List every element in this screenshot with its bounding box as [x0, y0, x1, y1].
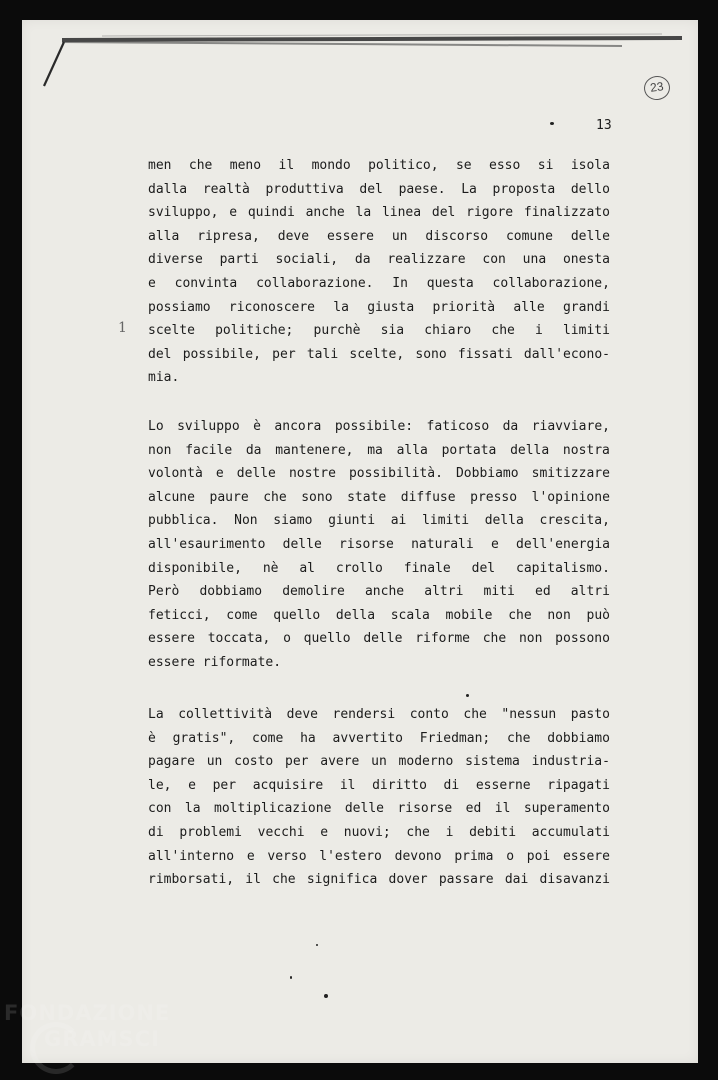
text-line — [148, 415, 610, 439]
word: del — [471, 560, 496, 576]
word: alla — [396, 442, 428, 458]
word: si — [537, 158, 554, 173]
word: riforme — [415, 631, 470, 647]
word: come — [252, 730, 284, 746]
word: pagare — [148, 754, 195, 770]
text-line — [148, 248, 610, 272]
word: presso — [470, 489, 518, 505]
word: al — [299, 560, 316, 576]
paragraph-1 — [148, 154, 610, 390]
word: riconoscere — [228, 299, 315, 315]
word: la — [355, 205, 372, 221]
word: giunti — [328, 513, 376, 529]
text-line — [148, 627, 610, 651]
word: onesta — [562, 252, 610, 268]
ink-speck — [550, 122, 554, 125]
word: poi — [526, 848, 551, 864]
word: linea — [381, 205, 422, 221]
word: limiti — [422, 513, 470, 529]
text-line — [148, 604, 610, 628]
word: l'opinione — [531, 489, 610, 505]
word: e — [148, 275, 156, 291]
word: mantenere, — [275, 442, 354, 458]
paragraph-2 — [148, 415, 610, 675]
word: ha — [300, 730, 316, 746]
word: demolire — [282, 584, 345, 600]
text-line — [148, 821, 610, 845]
word: "nessun — [501, 707, 557, 722]
word: sistema — [465, 754, 520, 770]
word: all'esaurimento — [148, 536, 266, 552]
word: la — [184, 801, 201, 817]
word: quello — [273, 607, 321, 623]
word: di — [148, 824, 164, 840]
word: che — [508, 607, 532, 623]
text-line — [148, 343, 610, 367]
word: non — [518, 631, 543, 647]
word: tali — [306, 346, 339, 362]
word: state — [347, 489, 387, 505]
word: deve — [277, 228, 310, 244]
word: della — [484, 513, 524, 529]
word: una — [522, 252, 547, 268]
word: delle — [570, 228, 610, 244]
text-line — [148, 845, 610, 869]
word: delle — [282, 536, 322, 552]
word: dover — [388, 872, 428, 888]
word: politiche; — [215, 323, 294, 339]
word: o — [506, 848, 515, 864]
word: dalla — [148, 181, 188, 197]
word: conto — [409, 707, 449, 722]
word: essere — [148, 631, 195, 647]
word: il — [494, 801, 511, 817]
word: che — [491, 323, 515, 339]
word: La — [461, 181, 477, 197]
text-line — [148, 439, 610, 463]
word: sociali, — [275, 252, 339, 268]
word: scelte, — [349, 346, 405, 362]
word: crescita, — [539, 513, 610, 529]
text-line — [148, 797, 610, 821]
watermark-g-icon — [30, 1022, 82, 1074]
word: alle — [513, 299, 545, 315]
word: proposta — [492, 181, 556, 197]
word: produttiva — [265, 181, 344, 197]
word: nuovi; — [343, 824, 391, 840]
word: riavviare, — [531, 419, 610, 434]
word: con — [482, 252, 506, 268]
word: delle — [344, 801, 384, 817]
word: con — [148, 801, 172, 817]
word: vecchi — [257, 824, 305, 840]
word: alcune — [148, 489, 195, 505]
word: anche — [364, 584, 405, 600]
word: possono — [555, 631, 610, 647]
word: dall'econo- — [523, 346, 610, 362]
word: ma — [367, 442, 383, 458]
word: e — [246, 848, 255, 864]
word: e — [320, 824, 329, 840]
document-page — [22, 20, 698, 1063]
word: nostra — [562, 442, 610, 458]
word: di — [443, 777, 460, 793]
word: la — [333, 299, 349, 315]
word: scala — [390, 607, 430, 623]
word: che — [482, 631, 507, 647]
word: accumulati — [531, 824, 610, 840]
word: dobbiamo — [547, 730, 610, 746]
word: acquisire — [252, 777, 324, 793]
word: da — [502, 419, 519, 434]
word: diverse — [148, 252, 203, 268]
word: il — [278, 158, 295, 173]
word: sia — [380, 323, 405, 339]
word: essere — [562, 848, 610, 864]
word: o — [283, 631, 291, 647]
word: sviluppo, — [148, 205, 219, 221]
word: avere — [320, 754, 360, 770]
word: possibile: — [334, 419, 414, 434]
word: collaborazione, — [492, 275, 610, 291]
word: scelte — [148, 323, 195, 339]
ink-speck — [316, 944, 318, 946]
word: e — [188, 777, 196, 793]
word: faticoso — [426, 419, 490, 434]
word: sono — [301, 489, 333, 505]
word: l'estero — [319, 848, 382, 864]
word: giusta — [367, 299, 415, 315]
word: altri — [570, 584, 610, 600]
word: dello — [570, 181, 610, 197]
word: ed — [535, 584, 551, 600]
word: diritto — [372, 777, 427, 793]
word: disavanzi — [539, 872, 610, 888]
text-line — [148, 750, 610, 774]
word: che — [463, 707, 487, 722]
word: discorso — [425, 228, 489, 244]
word: e — [229, 205, 238, 221]
word: da — [354, 252, 371, 268]
word: ripagati — [547, 777, 610, 793]
word: e — [490, 536, 499, 552]
word: moderno — [398, 754, 454, 770]
word: rendersi — [332, 707, 396, 722]
text-line — [148, 296, 610, 320]
fondazione-gramsci-watermark — [4, 1000, 170, 1052]
word: paese. — [398, 181, 446, 197]
word: pasto — [570, 707, 610, 722]
word: è — [148, 730, 156, 746]
word: alla — [148, 228, 180, 244]
word: se — [455, 158, 472, 173]
word: problemi — [179, 824, 242, 840]
word: altri — [424, 584, 464, 600]
word: possibilità. — [348, 466, 443, 482]
word: verso — [267, 848, 307, 864]
word: finale — [403, 560, 451, 576]
word: In — [392, 275, 408, 291]
word: naturali — [411, 536, 474, 552]
word: nè — [262, 560, 279, 576]
word: delle — [363, 631, 403, 647]
word: rigore — [466, 205, 514, 221]
scan-edge-stroke — [22, 20, 698, 100]
word: avvertito — [332, 730, 403, 746]
text-line — [148, 462, 610, 486]
word: meno — [229, 158, 262, 173]
word: esserne — [475, 777, 531, 793]
text-line — [148, 509, 610, 533]
word: che — [406, 824, 430, 840]
word: essere — [326, 228, 374, 244]
word: e — [215, 466, 224, 482]
word: paure — [209, 489, 249, 505]
word: da — [245, 442, 262, 458]
word: devono — [394, 848, 442, 864]
word: mondo — [311, 158, 351, 173]
text-line — [148, 225, 610, 249]
word: miti — [483, 584, 515, 600]
word: La — [148, 707, 164, 722]
word: significa — [306, 872, 378, 888]
word: Però — [148, 584, 180, 600]
word: Dobbiamo — [455, 466, 519, 482]
word: Non — [234, 513, 258, 529]
word: per — [212, 777, 237, 793]
word: realtà — [202, 181, 250, 197]
word: della — [335, 607, 376, 623]
word: all'interno — [148, 848, 235, 864]
text-line — [148, 703, 610, 727]
text-line — [148, 580, 610, 604]
word: della — [510, 442, 550, 458]
word: sviluppo — [177, 419, 240, 434]
text-line: essere riformate. — [148, 654, 282, 670]
word: che — [507, 730, 531, 746]
word: il — [245, 872, 261, 888]
word: smitizzare — [531, 466, 610, 482]
word: i — [445, 824, 454, 840]
word: comune — [505, 228, 553, 244]
word: sono — [415, 346, 447, 362]
word: è — [253, 419, 261, 434]
word: limiti — [562, 323, 610, 339]
word: risorse — [397, 801, 453, 817]
word: quello — [303, 631, 351, 647]
text-line — [148, 727, 610, 751]
word: chiaro — [424, 323, 472, 339]
word: Friedman; — [419, 730, 491, 746]
word: collaborazione. — [256, 275, 374, 291]
word: finalizzato — [523, 205, 610, 221]
word: che — [272, 872, 296, 888]
word: anche — [305, 205, 345, 221]
word: ed — [465, 801, 482, 817]
word: i — [535, 323, 543, 339]
word: del — [359, 181, 383, 197]
word: dell'energia — [516, 536, 610, 552]
word: del — [148, 346, 172, 362]
word: per — [272, 346, 296, 362]
ink-speck — [324, 994, 328, 998]
word: le, — [148, 777, 172, 793]
text-line — [148, 868, 610, 892]
word: che — [263, 489, 287, 505]
word: passare — [438, 872, 494, 888]
archive-number-mark: 23 — [642, 74, 671, 101]
word: moltiplicazione — [214, 801, 332, 817]
text-line — [148, 272, 610, 296]
word: come — [226, 607, 258, 623]
word: convinta — [174, 275, 238, 291]
paragraph-3 — [148, 703, 610, 892]
word: dobbiamo — [199, 584, 263, 600]
word: diffuse — [400, 489, 456, 505]
text-line — [148, 201, 610, 225]
word: feticci, — [148, 607, 211, 623]
word: purchè — [313, 323, 361, 339]
word: parti — [219, 252, 259, 268]
word: isola — [570, 158, 610, 173]
word: non — [547, 607, 571, 623]
word: gratis", — [172, 730, 236, 746]
text-line — [148, 178, 610, 202]
word: prima — [454, 848, 494, 864]
word: risorse — [339, 536, 394, 552]
text-line — [148, 533, 610, 557]
word: deve — [286, 707, 318, 722]
word: collettività — [178, 707, 273, 722]
word: superamento — [523, 801, 610, 817]
word: portata — [441, 442, 497, 458]
word: debiti — [469, 824, 517, 840]
word: grandi — [562, 299, 610, 315]
word: volontà — [148, 466, 203, 482]
word: per — [285, 754, 309, 770]
word: capitalismo. — [516, 560, 610, 576]
word: il — [339, 777, 356, 793]
word: Lo — [148, 419, 164, 434]
word: nostre — [288, 466, 336, 482]
watermark-line-1: FONDAZIONE — [4, 1001, 171, 1025]
watermark-line-2: GRAMSCI — [44, 1027, 160, 1051]
word: costo — [234, 754, 274, 770]
word: del — [431, 205, 456, 221]
word: dai — [504, 872, 529, 888]
word: esso — [489, 158, 521, 173]
text-line — [148, 319, 610, 343]
ink-speck — [466, 694, 469, 697]
word: mobile — [445, 607, 493, 623]
word: un — [206, 754, 223, 770]
ink-speck — [290, 976, 292, 979]
word: delle — [236, 466, 276, 482]
word: un — [391, 228, 408, 244]
word: facile — [185, 442, 233, 458]
word: ripresa, — [197, 228, 260, 244]
text-line — [148, 154, 610, 178]
word: toccata, — [207, 631, 271, 647]
word: realizzare — [387, 252, 466, 268]
text-line — [148, 486, 610, 510]
text-line — [148, 557, 610, 581]
word: crollo — [335, 560, 383, 576]
word: questa — [426, 275, 474, 291]
word: che — [188, 158, 213, 173]
word: possibile, — [182, 346, 261, 362]
word: quindi — [247, 205, 295, 221]
word: ancora — [274, 419, 322, 434]
word: può — [586, 607, 610, 623]
word: possiamo — [148, 299, 211, 315]
word: non — [148, 442, 172, 458]
word: priorità — [432, 299, 496, 315]
word: siamo — [273, 513, 313, 529]
word: ai — [390, 513, 407, 529]
word: politico, — [368, 158, 439, 173]
word: disponibile, — [148, 560, 242, 576]
text-line: mia. — [148, 370, 180, 386]
margin-note: 1 — [118, 320, 127, 336]
word: fissati — [457, 346, 513, 362]
word: industria- — [531, 754, 610, 770]
word: rimborsati, — [148, 872, 235, 888]
word: men — [148, 158, 172, 173]
word: pubblica. — [148, 513, 219, 529]
page-number: 13 — [596, 118, 612, 133]
text-line — [148, 774, 610, 798]
word: un — [371, 754, 387, 770]
